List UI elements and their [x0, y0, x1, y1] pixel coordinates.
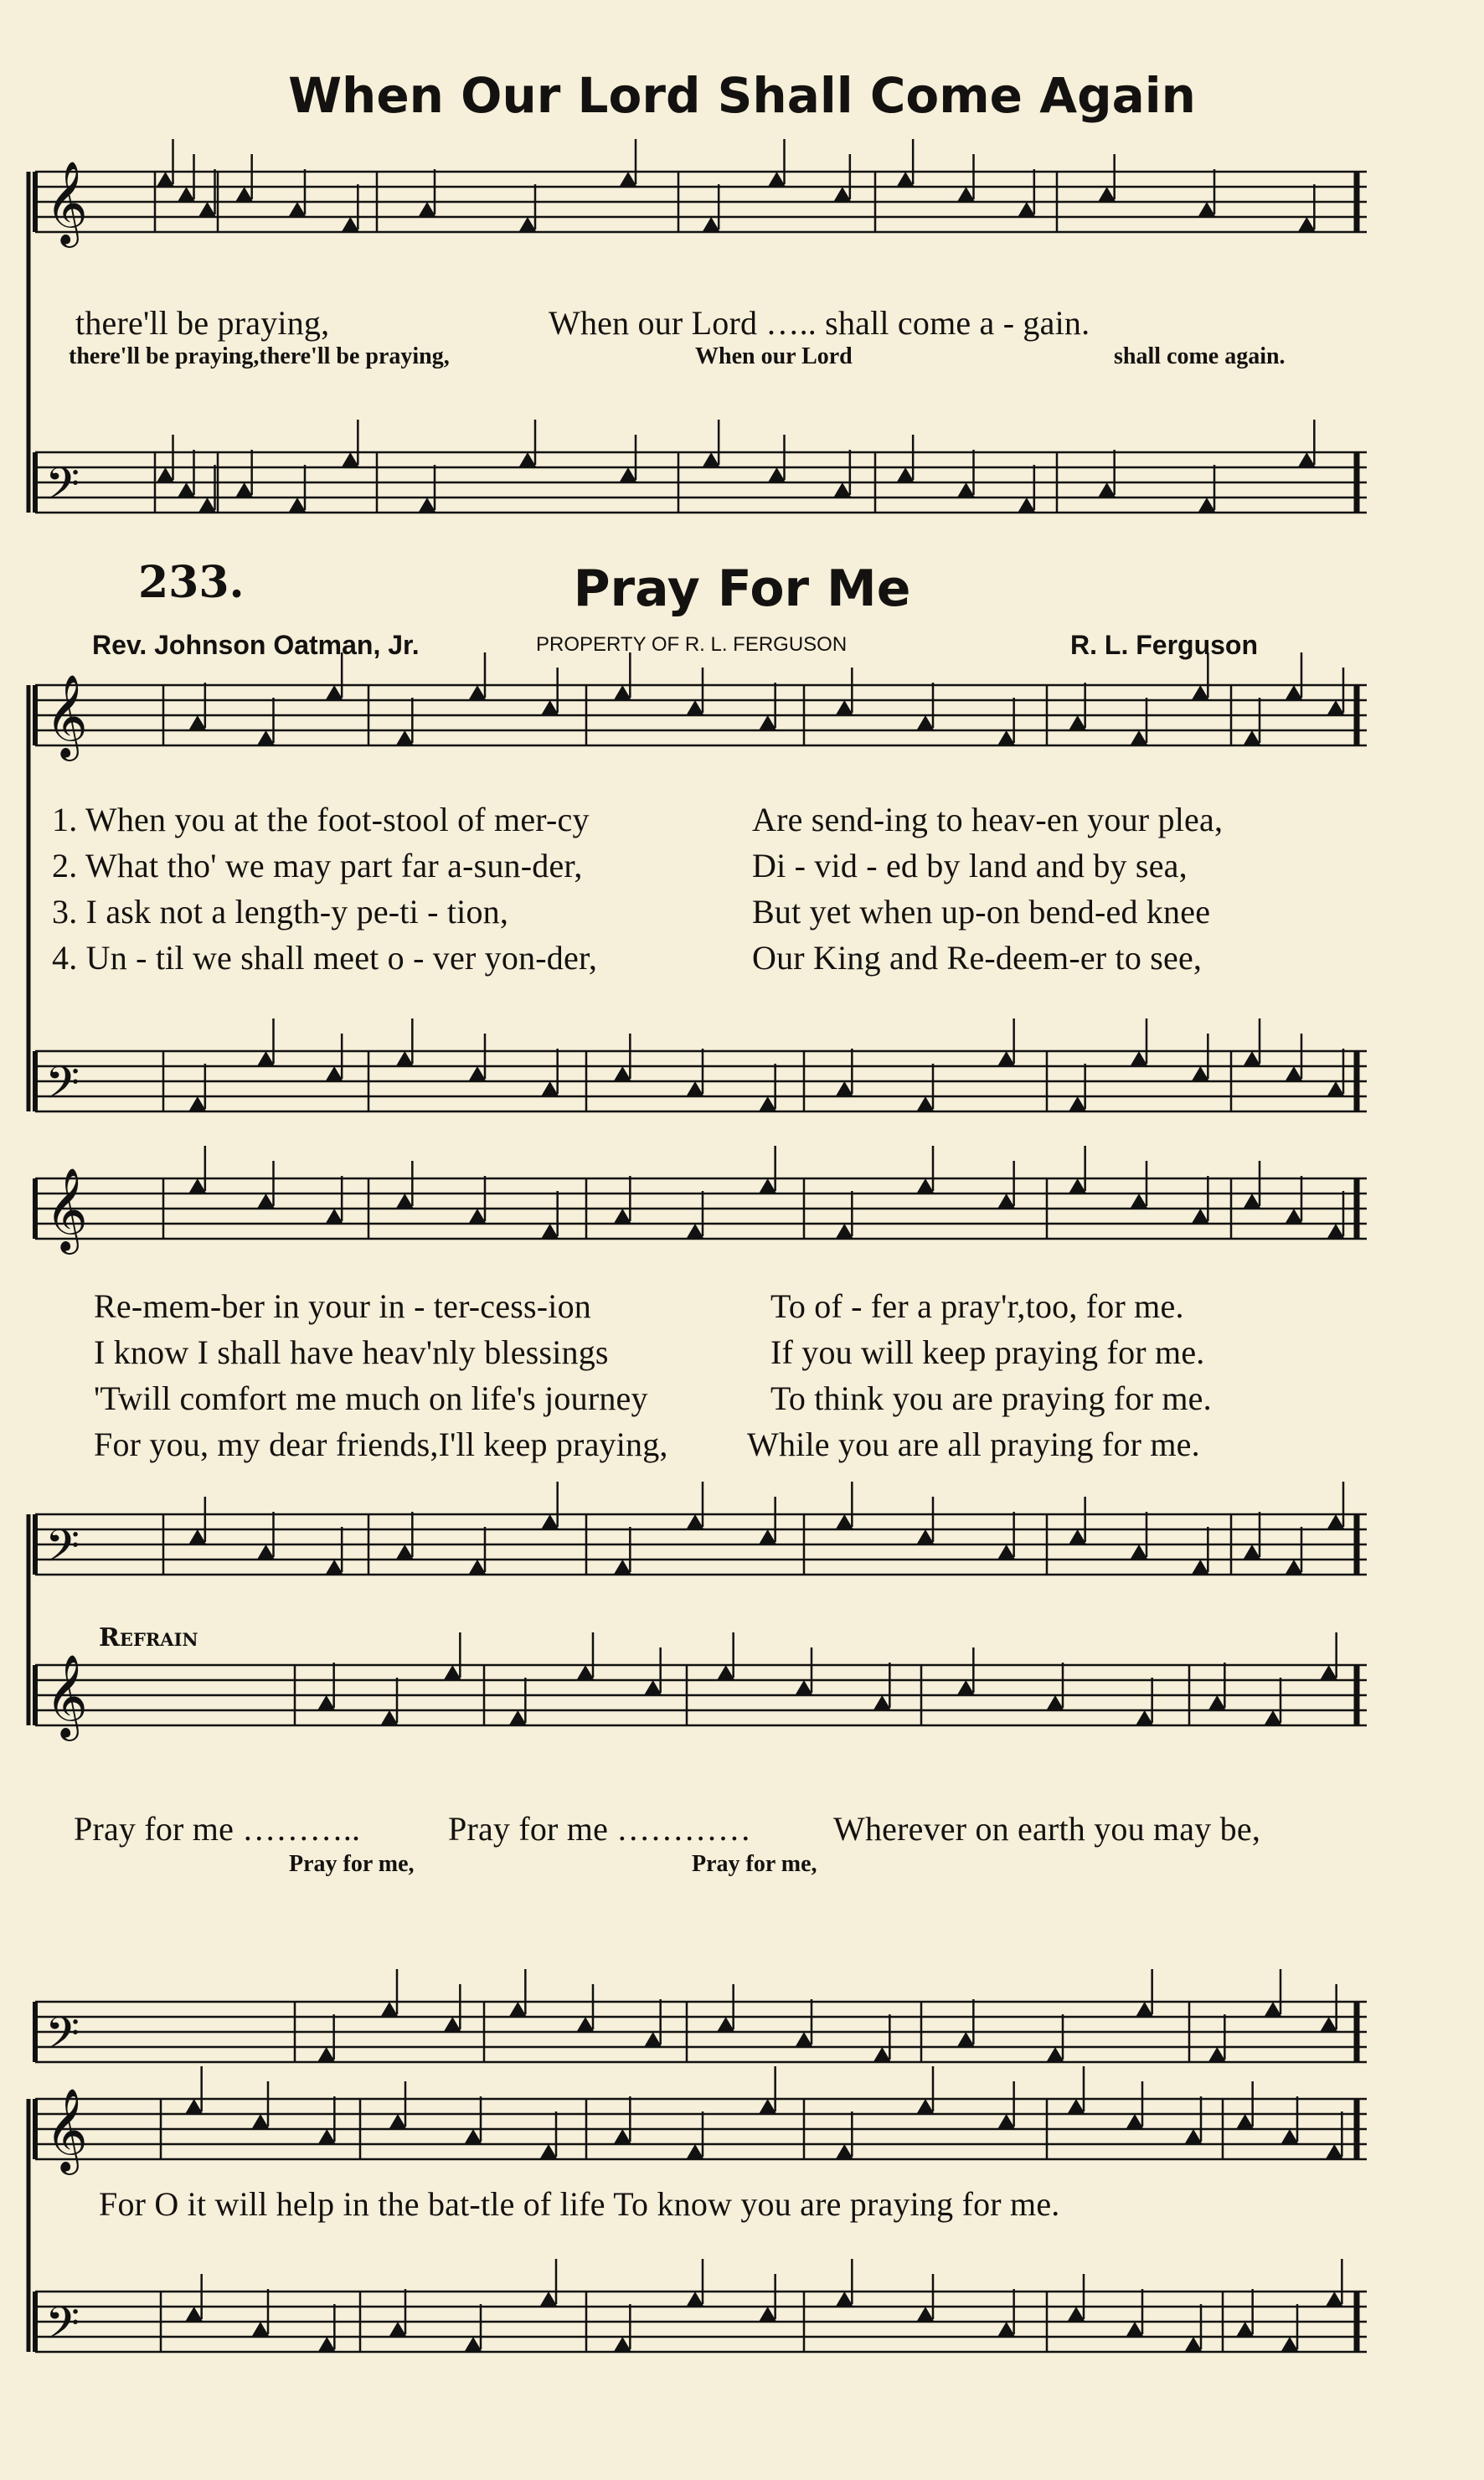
- note-head-icon: [998, 2322, 1015, 2336]
- note-head-icon: [465, 2129, 482, 2143]
- treble-clef-icon: 𝄞: [45, 1654, 88, 1738]
- verse-text: What tho' we may part far a-sun-der,: [85, 847, 583, 884]
- verse-3-line-a: [52, 892, 508, 931]
- staff-1: [35, 139, 1367, 248]
- staff-8: [35, 1969, 1367, 2070]
- property-notice: PROPERTY OF R. L. FERGUSON: [536, 633, 848, 656]
- note-head-icon: [1047, 1695, 1064, 1709]
- note-head-icon: [289, 202, 306, 216]
- note-head-icon: [998, 1051, 1015, 1065]
- staff-3: [35, 652, 1367, 761]
- note-head-icon: [318, 2337, 335, 2351]
- note-head-icon: [760, 1529, 776, 1544]
- bass-clef-icon: 𝄢: [45, 459, 80, 521]
- note-head-icon: [614, 685, 631, 699]
- note-head-icon: [258, 1544, 275, 1559]
- note-head-icon: [760, 1178, 776, 1193]
- note-head-icon: [1131, 730, 1147, 745]
- note-head-icon: [157, 467, 174, 482]
- verse-number: 1.: [52, 801, 78, 838]
- note-head-icon: [836, 2292, 853, 2306]
- note-head-icon: [687, 1514, 703, 1529]
- prev-lyric-2: When our Lord ….. shall come a - gain.: [549, 304, 1090, 342]
- note-head-icon: [836, 1514, 853, 1529]
- note-head-icon: [760, 2099, 776, 2113]
- note-head-icon: [645, 1680, 662, 1694]
- note-head-icon: [1326, 2144, 1342, 2158]
- note-head-icon: [620, 467, 636, 482]
- verse-1-line-c: Re-mem-ber in your in - ter-cess-ion: [94, 1287, 591, 1325]
- note-head-icon: [509, 1710, 526, 1725]
- note-head-icon: [519, 452, 536, 467]
- note-head-icon: [1069, 1529, 1086, 1544]
- note-head-icon: [236, 482, 253, 497]
- note-head-icon: [957, 1680, 974, 1694]
- note-head-icon: [1198, 202, 1215, 216]
- verse-text: When you at the foot-stool of mer-cy: [85, 801, 590, 838]
- note-head-icon: [389, 2322, 406, 2336]
- note-head-icon: [760, 1096, 776, 1111]
- note-head-icon: [381, 1710, 398, 1725]
- note-head-icon: [1321, 2017, 1337, 2031]
- prev-lyric-1: there'll be praying,: [75, 304, 330, 342]
- note-head-icon: [998, 1194, 1015, 1208]
- composer-credit: R. L. Ferguson: [1070, 630, 1258, 660]
- note-head-icon: [760, 2307, 776, 2321]
- note-head-icon: [958, 187, 975, 201]
- treble-clef-icon: 𝄞: [45, 2088, 88, 2172]
- hymn-title: Pray For Me: [573, 559, 911, 618]
- note-head-icon: [396, 1051, 413, 1065]
- note-head-icon: [1327, 700, 1344, 714]
- verse-text: I ask not a length-y pe-ti - tion,: [85, 893, 509, 931]
- note-head-icon: [687, 2292, 703, 2306]
- refrain-small-1: Pray for me,: [289, 1851, 415, 1877]
- note-head-icon: [703, 217, 719, 231]
- note-head-icon: [1192, 1560, 1208, 1574]
- note-head-icon: [917, 2099, 934, 2113]
- verse-4-line-b: Our King and Re-deem-er to see,: [752, 939, 1203, 977]
- note-head-icon: [1286, 685, 1302, 699]
- note-head-icon: [1327, 1081, 1344, 1096]
- note-head-icon: [796, 1680, 812, 1694]
- staff-4: [35, 1018, 1367, 1120]
- note-head-icon: [236, 187, 253, 201]
- note-head-icon: [1126, 2114, 1143, 2128]
- note-head-icon: [289, 498, 306, 512]
- note-head-icon: [326, 1066, 343, 1080]
- note-head-icon: [614, 1066, 631, 1080]
- note-head-icon: [258, 1051, 275, 1065]
- note-head-icon: [1192, 1066, 1208, 1080]
- refrain-small-2: Pray for me,: [692, 1851, 817, 1877]
- note-head-icon: [389, 2114, 406, 2128]
- note-head-icon: [1327, 1514, 1344, 1529]
- note-head-icon: [836, 700, 853, 714]
- note-head-icon: [1237, 2114, 1254, 2128]
- note-head-icon: [760, 715, 776, 730]
- note-head-icon: [342, 217, 358, 231]
- treble-clef-icon: 𝄞: [45, 1168, 88, 1251]
- verse-2-line-a: [52, 846, 583, 885]
- note-head-icon: [1321, 1665, 1337, 1679]
- note-head-icon: [645, 2032, 662, 2046]
- note-head-icon: [614, 1209, 631, 1223]
- staff-5: [35, 1146, 1367, 1255]
- prev-small-lyric-3: shall come again.: [1114, 343, 1286, 369]
- note-head-icon: [469, 1066, 486, 1080]
- staff-2: [35, 420, 1367, 521]
- verse-4-line-d: While you are all praying for me.: [747, 1426, 1200, 1463]
- note-head-icon: [396, 730, 413, 745]
- note-head-icon: [1099, 482, 1116, 497]
- note-head-icon: [873, 1695, 890, 1709]
- staff-7: [35, 1632, 1367, 1741]
- note-head-icon: [998, 730, 1015, 745]
- note-head-icon: [1131, 1544, 1147, 1559]
- note-head-icon: [917, 1096, 934, 1111]
- note-head-icon: [718, 1665, 734, 1679]
- staff-10: [35, 2259, 1367, 2360]
- note-head-icon: [1326, 2292, 1342, 2306]
- note-head-icon: [1244, 1051, 1260, 1065]
- note-head-icon: [540, 2144, 557, 2158]
- prev-small-lyric-1: there'll be praying,there'll be praying,: [69, 343, 450, 369]
- note-head-icon: [258, 730, 275, 745]
- note-head-icon: [342, 452, 358, 467]
- note-head-icon: [1069, 1178, 1086, 1193]
- verse-number: 3.: [52, 893, 78, 931]
- note-head-icon: [318, 1695, 335, 1709]
- note-head-icon: [1208, 2047, 1225, 2061]
- note-head-icon: [1068, 2307, 1085, 2321]
- note-head-icon: [998, 1544, 1015, 1559]
- note-head-icon: [834, 482, 851, 497]
- note-head-icon: [1136, 2002, 1153, 2016]
- verse-1-line-a: [52, 800, 590, 839]
- verse-number: 4.: [52, 939, 78, 977]
- note-head-icon: [1068, 2099, 1085, 2113]
- note-head-icon: [189, 1178, 206, 1193]
- note-head-icon: [444, 1665, 461, 1679]
- note-head-icon: [396, 1194, 413, 1208]
- note-head-icon: [381, 2002, 398, 2016]
- note-head-icon: [542, 1514, 559, 1529]
- note-head-icon: [199, 498, 216, 512]
- staff-9: [35, 2066, 1367, 2175]
- note-head-icon: [542, 1081, 559, 1096]
- treble-clef-icon: 𝄞: [45, 161, 88, 245]
- note-head-icon: [1208, 1695, 1225, 1709]
- note-head-icon: [469, 1560, 486, 1574]
- note-head-icon: [1185, 2129, 1202, 2143]
- bass-clef-icon: 𝄢: [45, 2008, 80, 2070]
- bass-clef-icon: 𝄢: [45, 1058, 80, 1120]
- note-head-icon: [465, 2337, 482, 2351]
- note-head-icon: [687, 1081, 703, 1096]
- note-head-icon: [419, 202, 435, 216]
- verse-1-line-d: To of - fer a pray'r,too, for me.: [770, 1287, 1184, 1325]
- note-head-icon: [1192, 685, 1208, 699]
- note-head-icon: [542, 700, 559, 714]
- note-head-icon: [1265, 2002, 1281, 2016]
- note-head-icon: [186, 2307, 203, 2321]
- note-head-icon: [1244, 730, 1260, 745]
- verse-3-line-b: But yet when up-on bend-ed knee: [752, 893, 1211, 931]
- refrain-lyric-3: Wherever on earth you may be,: [833, 1810, 1261, 1848]
- prev-small-lyric-2: When our Lord: [695, 343, 853, 369]
- note-head-icon: [614, 2129, 631, 2143]
- note-head-icon: [519, 217, 536, 231]
- note-head-icon: [189, 715, 206, 730]
- note-head-icon: [687, 1224, 703, 1238]
- note-head-icon: [687, 2144, 703, 2158]
- note-head-icon: [836, 1224, 853, 1238]
- treble-clef-icon: 𝄞: [45, 674, 88, 758]
- note-head-icon: [1327, 1224, 1344, 1238]
- note-head-icon: [1286, 1209, 1302, 1223]
- note-head-icon: [1244, 1194, 1260, 1208]
- note-head-icon: [1192, 1209, 1208, 1223]
- note-head-icon: [186, 2099, 203, 2113]
- verse-2-line-b: Di - vid - ed by land and by sea,: [752, 847, 1188, 884]
- note-head-icon: [897, 467, 914, 482]
- note-head-icon: [178, 482, 195, 497]
- note-head-icon: [1018, 202, 1035, 216]
- refrain-lyric-final: For O it will help in the bat-tle of life To know you are praying for me.: [99, 2185, 1060, 2223]
- note-head-icon: [1069, 715, 1086, 730]
- note-head-icon: [718, 2017, 734, 2031]
- note-head-icon: [326, 1560, 343, 1574]
- note-head-icon: [836, 1081, 853, 1096]
- note-head-icon: [836, 2144, 853, 2158]
- note-head-icon: [1136, 1710, 1153, 1725]
- note-head-icon: [1047, 2047, 1064, 2061]
- note-head-icon: [1237, 2322, 1254, 2336]
- refrain-lyric-1: Pray for me ………..: [74, 1810, 361, 1848]
- verse-number: 2.: [52, 847, 78, 884]
- note-head-icon: [1069, 1096, 1086, 1111]
- note-head-icon: [252, 2114, 269, 2128]
- refrain-lyric-2: Pray for me …………: [448, 1810, 752, 1848]
- note-head-icon: [1281, 2337, 1298, 2351]
- note-head-icon: [1131, 1051, 1147, 1065]
- note-head-icon: [1265, 1710, 1281, 1725]
- note-head-icon: [326, 685, 343, 699]
- note-head-icon: [998, 2114, 1015, 2128]
- note-head-icon: [796, 2032, 812, 2046]
- note-head-icon: [189, 1529, 206, 1544]
- note-head-icon: [509, 2002, 526, 2016]
- bass-clef-icon: 𝄢: [45, 2298, 80, 2360]
- note-head-icon: [917, 715, 934, 730]
- prev-hymn-title: When Our Lord Shall Come Again: [288, 67, 1196, 124]
- note-head-icon: [318, 2047, 335, 2061]
- verse-3-line-c: 'Twill comfort me much on life's journey: [94, 1379, 648, 1417]
- note-head-icon: [1244, 1544, 1260, 1559]
- note-head-icon: [834, 187, 851, 201]
- note-head-icon: [897, 172, 914, 186]
- note-head-icon: [419, 498, 435, 512]
- note-head-icon: [1099, 187, 1116, 201]
- verse-1-line-b: Are send-ing to heav-en your plea,: [752, 801, 1224, 838]
- note-head-icon: [1018, 498, 1035, 512]
- note-head-icon: [469, 1209, 486, 1223]
- note-head-icon: [1286, 1066, 1302, 1080]
- note-head-icon: [1286, 1560, 1302, 1574]
- note-head-icon: [958, 482, 975, 497]
- note-head-icon: [1298, 217, 1315, 231]
- note-head-icon: [687, 700, 703, 714]
- note-head-icon: [258, 1194, 275, 1208]
- note-head-icon: [199, 202, 216, 216]
- note-head-icon: [252, 2322, 269, 2336]
- note-head-icon: [1131, 1194, 1147, 1208]
- note-head-icon: [577, 1665, 594, 1679]
- note-head-icon: [769, 467, 786, 482]
- note-head-icon: [769, 172, 786, 186]
- note-head-icon: [444, 2017, 461, 2031]
- note-head-icon: [540, 2292, 557, 2306]
- note-head-icon: [1198, 498, 1215, 512]
- refrain-label: Refrain: [99, 1623, 198, 1652]
- note-head-icon: [917, 1178, 934, 1193]
- note-head-icon: [620, 172, 636, 186]
- note-head-icon: [917, 2307, 934, 2321]
- verse-text: Un - til we shall meet o - ver yon-der,: [85, 939, 598, 977]
- note-head-icon: [873, 2047, 890, 2061]
- note-head-icon: [1185, 2337, 1202, 2351]
- note-head-icon: [326, 1209, 343, 1223]
- verse-3-line-d: To think you are praying for me.: [770, 1379, 1212, 1417]
- note-head-icon: [189, 1096, 206, 1111]
- note-head-icon: [318, 2129, 335, 2143]
- verse-4-line-a: [52, 938, 597, 977]
- note-head-icon: [1126, 2322, 1143, 2336]
- note-head-icon: [396, 1544, 413, 1559]
- note-head-icon: [1281, 2129, 1298, 2143]
- note-head-icon: [577, 2017, 594, 2031]
- verse-4-line-c: For you, my dear friends,I'll keep praying,: [94, 1426, 668, 1463]
- verse-2-line-d: If you will keep praying for me.: [770, 1333, 1205, 1371]
- note-head-icon: [614, 1560, 631, 1574]
- note-head-icon: [703, 452, 719, 467]
- bass-clef-icon: 𝄢: [45, 1521, 80, 1583]
- author-credit: Rev. Johnson Oatman, Jr.: [92, 630, 420, 660]
- note-head-icon: [1298, 452, 1315, 467]
- note-head-icon: [469, 685, 486, 699]
- note-head-icon: [614, 2337, 631, 2351]
- note-head-icon: [542, 1224, 559, 1238]
- hymn-number: 233.: [138, 557, 245, 608]
- note-head-icon: [178, 187, 195, 201]
- note-head-icon: [957, 2032, 974, 2046]
- verse-2-line-c: I know I shall have heav'nly blessings: [94, 1333, 609, 1371]
- note-head-icon: [917, 1529, 934, 1544]
- note-head-icon: [157, 172, 174, 186]
- staff-6: [35, 1482, 1367, 1583]
